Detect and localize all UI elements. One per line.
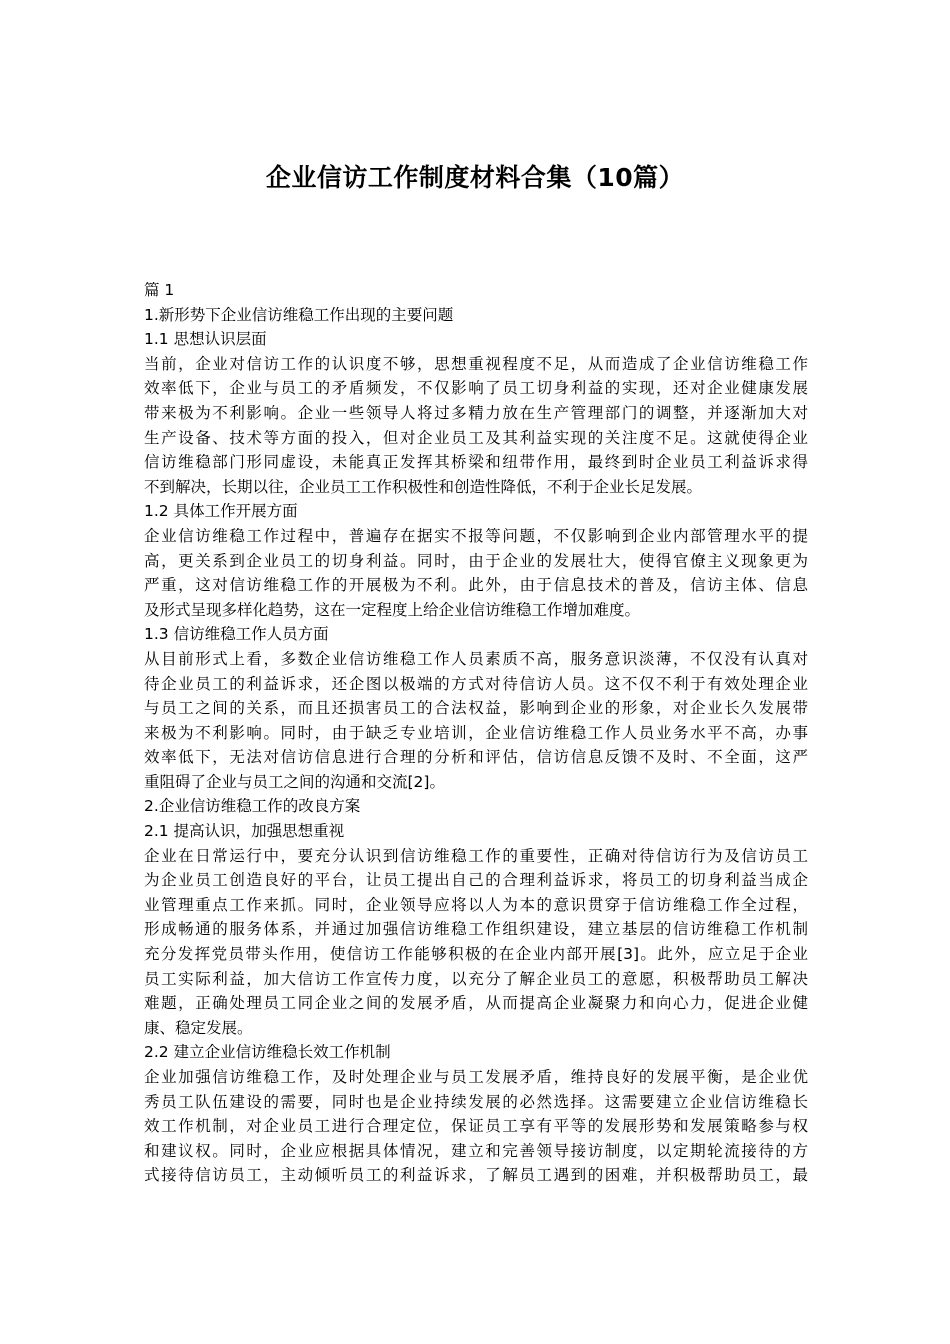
paragraph-line: 企业在日常运行中，要充分认识到信访维稳工作的重要性，正确对待信访行为及信访员工 <box>144 846 808 865</box>
paragraph-line: 与员工之间的关系，而且还损害员工的合法权益，影响到企业的形象，对企业长久发展带 <box>144 699 808 718</box>
paragraph-line: 从目前形式上看，多数企业信访维稳工作人员素质不高，服务意识淡薄，不仅没有认真对 <box>144 649 808 668</box>
paragraph-line: 信访维稳部门形同虚设，未能真正发挥其桥梁和纽带作用，最终到时企业员工利益诉求得 <box>144 453 808 472</box>
paragraph-line: 和建议权。同时，企业应根据具体情况，建立和完善领导接访制度，以定期轮流接待的方 <box>144 1141 808 1160</box>
paragraph-line: 效率低下，无法对信访信息进行合理的分析和评估，信访信息反馈不及时、不全面，这严 <box>144 748 808 767</box>
paragraph-line: 康、稳定发展。 <box>144 1018 253 1037</box>
paragraph-line: 重阻碍了企业与员工之间的沟通和交流[2]。 <box>144 772 445 791</box>
paragraph-line: 生产设备、技术等方面的投入，但对企业员工及其利益实现的关注度不足。这就使得企业 <box>144 428 808 447</box>
document-body <box>144 278 808 1188</box>
section-heading: 1.新形势下企业信访维稳工作出现的主要问题 <box>144 305 454 324</box>
section-heading: 2.2 建立企业信访维稳长效工作机制 <box>144 1043 391 1062</box>
section-heading: 1.3 信访维稳工作人员方面 <box>144 625 329 644</box>
document-title: 企业信访工作制度材料合集（10篇） <box>265 163 685 192</box>
paragraph-line: 待企业员工的利益诉求，还企图以极端的方式对待信访人员。这不仅不利于有效处理企业 <box>144 674 808 693</box>
paragraph-line: 来极为不利影响。同时，由于缺乏专业培训，企业信访维稳工作人员业务水平不高，办事 <box>144 723 808 742</box>
paragraph-line: 效率低下，企业与员工的矛盾频发，不仅影响了员工切身利益的实现，还对企业健康发展 <box>144 379 808 398</box>
section-heading: 2.1 提高认识，加强思想重视 <box>144 822 345 841</box>
paragraph-line: 式接待信访员工，主动倾听员工的利益诉求，了解员工遇到的困难，并积极帮助员工，最 <box>144 1166 808 1185</box>
paragraph-line: 企业信访维稳工作过程中，普遍存在据实不报等问题，不仅影响到企业内部管理水平的提 <box>144 526 808 545</box>
section-heading: 1.1 思想认识层面 <box>144 330 267 349</box>
paragraph-line: 及形式呈现多样化趋势，这在一定程度上给企业信访维稳工作增加难度。 <box>144 600 641 619</box>
paragraph-line: 难题，正确处理员工同企业之间的发展矛盾，从而提高企业凝聚力和向心力，促进企业健 <box>144 994 808 1013</box>
paragraph-line: 效工作机制，对企业员工进行合理定位，保证员工享有平等的发展形势和发展策略参与权 <box>144 1117 808 1136</box>
paragraph-line: 不到解决，长期以往，企业员工工作积极性和创造性降低，不利于企业长足发展。 <box>144 477 703 496</box>
paragraph-line: 充分发挥党员带头作用，使信访工作能够积极的在企业内部开展[3]。此外，应立足于企业 <box>144 945 808 964</box>
section-heading: 篇 1 <box>144 281 175 299</box>
paragraph-line: 业管理重点工作来抓。同时，企业领导应将以人为本的意识贯穿于信访维稳工作全过程， <box>144 895 808 914</box>
paragraph-line: 秀员工队伍建设的需要，同时也是企业持续发展的必然选择。这需要建立企业信访维稳长 <box>144 1092 808 1111</box>
section-heading: 1.2 具体工作开展方面 <box>144 502 298 521</box>
paragraph-line: 员工实际利益，加大信访工作宣传力度，以充分了解企业员工的意愿，积极帮助员工解决 <box>144 969 808 988</box>
paragraph-line: 带来极为不利影响。企业一些领导人将过多精力放在生产管理部门的调整，并逐渐加大对 <box>144 403 808 422</box>
section-heading: 2.企业信访维稳工作的改良方案 <box>144 797 361 816</box>
paragraph-line: 形成畅通的服务体系，并通过加强信访维稳工作组织建设，建立基层的信访维稳工作机制 <box>144 920 808 939</box>
paragraph-line: 企业加强信访维稳工作，及时处理企业与员工发展矛盾，维持良好的发展平衡，是企业优 <box>144 1068 808 1086</box>
paragraph-line: 高，更关系到企业员工的切身利益。同时，由于企业的发展壮大，使得官僚主义现象更为 <box>144 551 808 570</box>
paragraph-line: 为企业员工创造良好的平台，让员工提出自己的合理利益诉求，将员工的切身利益当成企 <box>144 871 808 890</box>
paragraph-line: 严重，这对信访维稳工作的开展极为不利。此外，由于信息技术的普及，信访主体、信息 <box>144 576 808 595</box>
paragraph-line: 当前，企业对信访工作的认识度不够，思想重视程度不足，从而造成了企业信访维稳工作 <box>144 354 808 373</box>
